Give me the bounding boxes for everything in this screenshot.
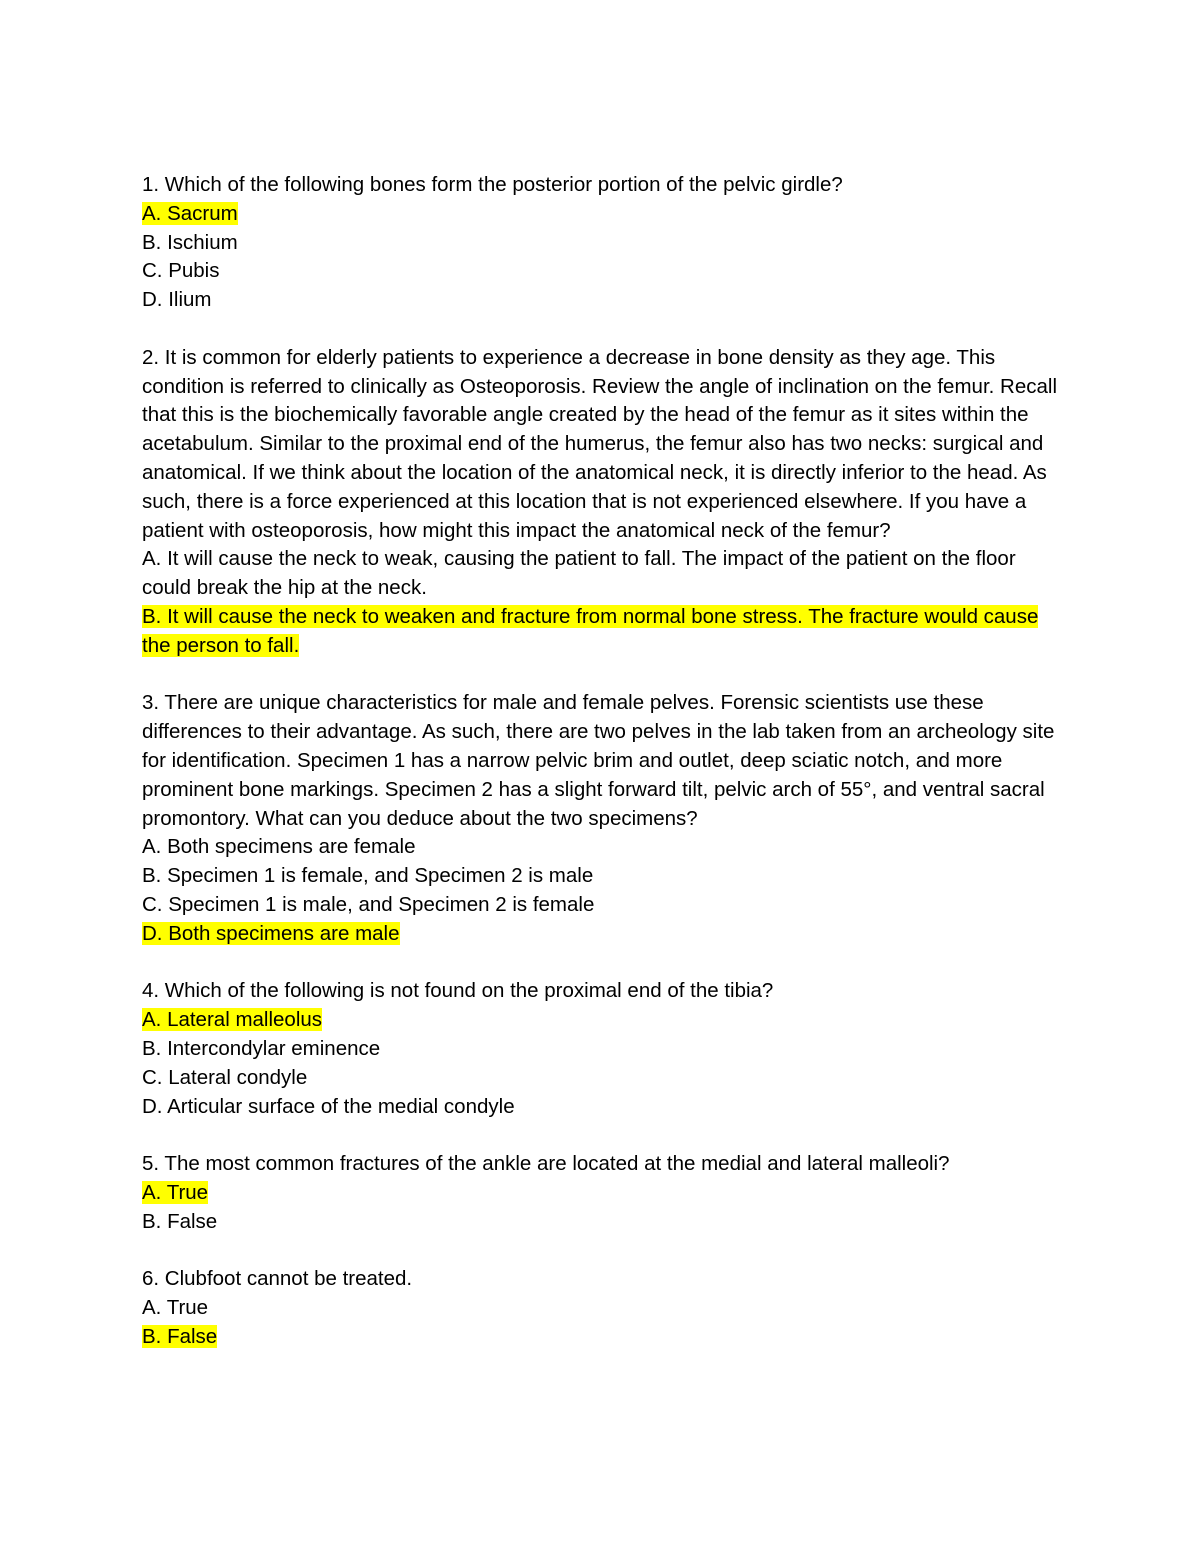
question-6: [142, 1265, 1062, 1351]
answer-option-text: B. False: [142, 1209, 218, 1233]
question-stem-text: 5. The most common fractures of the ankle are located at the medial and lateral malleoli?: [142, 1152, 950, 1176]
answer-option-correct: [142, 1323, 1062, 1352]
answer-option-text: C. Pubis: [142, 259, 220, 283]
answer-option-text: A. Sacrum: [142, 201, 238, 225]
answer-option-text: A. True: [142, 1296, 209, 1320]
answer-option-text: B. False: [142, 1324, 218, 1348]
answer-option: [142, 1093, 1062, 1122]
answer-option-text: A. True: [142, 1180, 209, 1204]
answer-option-correct: [142, 920, 1062, 949]
answer-option: [142, 862, 1062, 891]
question-stem: [142, 977, 1062, 1006]
answer-option: [142, 286, 1062, 315]
answer-option: [142, 229, 1062, 258]
question-4: [142, 977, 1062, 1121]
question-5: [142, 1150, 1062, 1236]
question-stem-text: 6. Clubfoot cannot be treated.: [142, 1267, 413, 1291]
question-stem-text: 4. Which of the following is not found on the proximal end of the tibia?: [142, 979, 774, 1003]
answer-option-correct: [142, 1179, 1062, 1208]
question-stem-text: 1. Which of the following bones form the posterior portion of the pelvic girdle?: [142, 173, 843, 196]
question-1: [142, 171, 1062, 315]
question-stem: [142, 1265, 1062, 1294]
question-stem: [142, 689, 1062, 833]
answer-option: [142, 257, 1062, 286]
answer-option: [142, 833, 1062, 862]
answer-option-text: C. Specimen 1 is male, and Specimen 2 is female: [142, 892, 595, 916]
question-stem-text: 3. There are unique characteristics for male and female pelves. Forensic scientists use these differences to their advantage. As such, there are two pelves in the lab taken from an archeology site for identification. Specimen 1 has a narrow pelvic brim and outlet, deep sciatic notch, and more prominent bone markings. Specimen 2 has a slight forward tilt, pelvic arch of 55°, and ventral sacral promontory. What can you deduce about the two specimens?: [142, 691, 1055, 830]
answer-option-text: A. It will cause the neck to weak, causing the patient to fall. The impact of the patient on the floor could break the hip at the neck.: [142, 547, 1016, 600]
answer-option-text: A. Both specimens are female: [142, 835, 416, 859]
answer-option: [142, 545, 1062, 603]
answer-option: [142, 1208, 1062, 1237]
answer-option-text: D. Both specimens are male: [142, 921, 400, 945]
answer-option-text: D. Articular surface of the medial condyle: [142, 1094, 515, 1118]
question-stem: [142, 1150, 1062, 1179]
question-stem: [142, 171, 1062, 200]
answer-option-correct: [142, 200, 1062, 229]
question-stem: [142, 344, 1062, 546]
answer-option-text: B. Specimen 1 is female, and Specimen 2 is male: [142, 864, 594, 888]
answer-option-text: C. Lateral condyle: [142, 1065, 308, 1089]
answer-option: [142, 1064, 1062, 1093]
answer-option: [142, 1294, 1062, 1323]
question-stem-text: 2. It is common for elderly patients to experience a decrease in bone density as they age. This condition is referred to clinically as Osteoporosis. Review the angle of inclination on the femur. Recall that this is the biochemically favorable angle created by the head of the femur as it sites within the acetabulum. Similar to the proximal end of the humerus, the femur also has two necks: surgical and anatomical. If we think about the location of the anatomical neck, it is directly inferior to the head. As such, there is a force experienced at this location that is not experienced elsewhere. If you have a patient with osteoporosis, how might this impact the anatomical neck of the femur?: [142, 345, 1057, 542]
answer-option-correct: [142, 603, 1062, 661]
answer-option: [142, 1035, 1062, 1064]
answer-option-text: D. Ilium: [142, 288, 212, 312]
answer-option-text: B. Ischium: [142, 230, 238, 254]
answer-option-text: A. Lateral malleolus: [142, 1008, 323, 1032]
answer-option-text: B. Intercondylar eminence: [142, 1036, 381, 1060]
answer-option: [142, 891, 1062, 920]
document-page: [142, 171, 1062, 1380]
question-2: [142, 344, 1062, 661]
answer-option-correct: [142, 1006, 1062, 1035]
question-3: [142, 689, 1062, 948]
answer-option-text: B. It will cause the neck to weaken and fracture from normal bone stress. The fracture would cause the person to fall.: [142, 604, 1039, 657]
